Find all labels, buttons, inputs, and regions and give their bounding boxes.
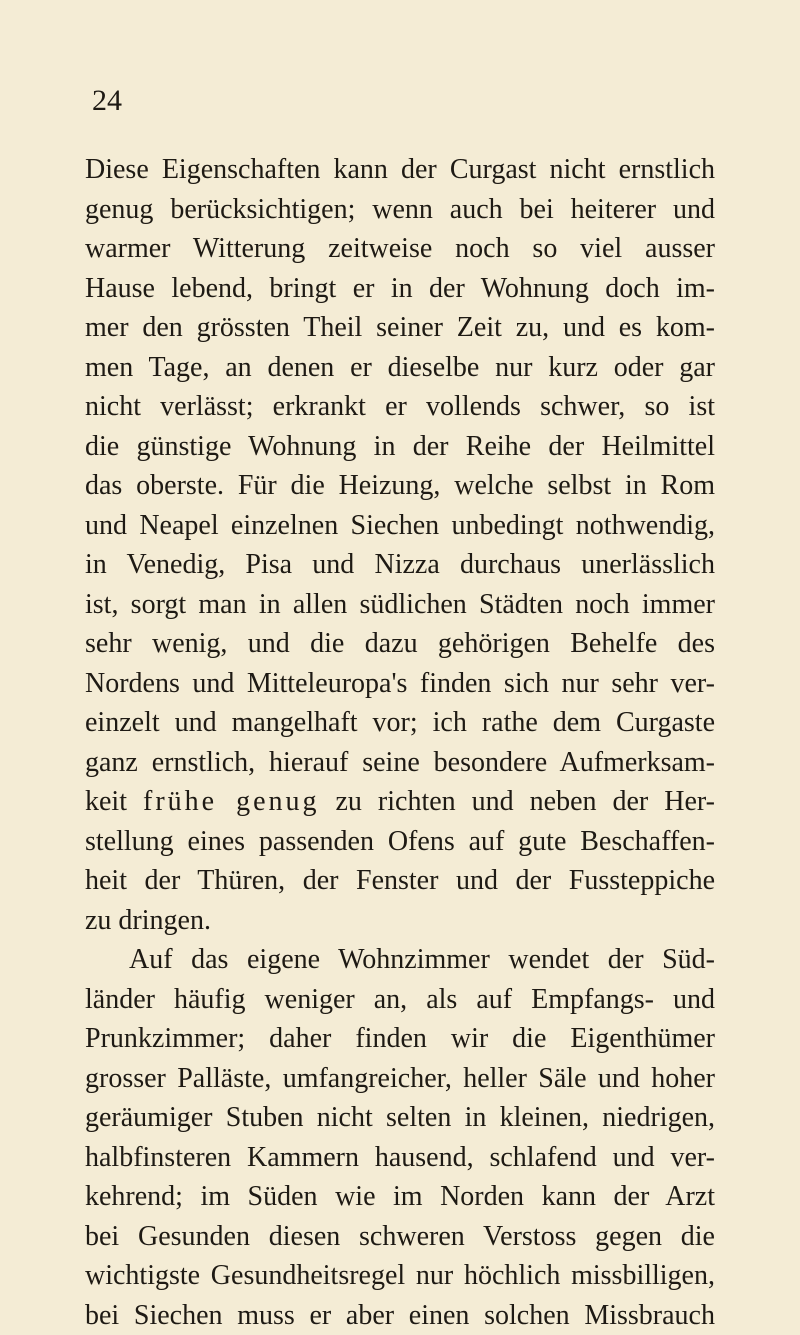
text-line: nicht verlässt; erkrankt er vollends schwer, so ist [85, 387, 715, 427]
text-line: sehr wenig, und die dazu gehörigen Behelfe des [85, 624, 715, 664]
text-line: zu dringen. [85, 901, 715, 941]
text-line: Prunkzimmer; daher finden wir die Eigenthümer [85, 1019, 715, 1059]
text-line: wichtigste Gesundheitsregel nur höchlich missbilligen, [85, 1256, 715, 1296]
text-line: geräumiger Stuben nicht selten in kleinen, niedrigen, [85, 1098, 715, 1138]
emphasis-after: zu richten und neben der Her- [336, 786, 716, 817]
text-line: und Neapel einzelnen Siechen unbedingt nothwendig, [85, 506, 715, 546]
text-line: mer den grössten Theil seiner Zeit zu, und es kom- [85, 308, 715, 348]
paragraph-2 [85, 940, 715, 1335]
text-line: warmer Witterung zeitweise noch so viel ausser [85, 229, 715, 269]
text-line: men Tage, an denen er dieselbe nur kurz oder gar [85, 348, 715, 388]
text-line: einzelt und mangelhaft vor; ich rathe dem Curgaste [85, 703, 715, 743]
paragraph-1 [85, 150, 715, 940]
text-line: länder häufig weniger an, als auf Empfangs- und [85, 980, 715, 1020]
text-line-emphasis [85, 782, 715, 822]
text-line: die günstige Wohnung in der Reihe der Heilmittel [85, 427, 715, 467]
text-line: Hause lebend, bringt er in der Wohnung doch im- [85, 269, 715, 309]
text-line: kehrend; im Süden wie im Norden kann der Arzt [85, 1177, 715, 1217]
text-line: genug berücksichtigen; wenn auch bei heiterer und [85, 190, 715, 230]
text-line: ganz ernstlich, hierauf seine besondere Aufmerksam- [85, 743, 715, 783]
text-line: bei Gesunden diesen schweren Verstoss gegen die [85, 1217, 715, 1257]
emphasis-spaced: frühe genug [143, 786, 320, 817]
text-line: in Venedig, Pisa und Nizza durchaus unerlässlich [85, 545, 715, 585]
text-line: halbfinsteren Kammern hausend, schlafend und ver- [85, 1138, 715, 1178]
text-line: Nordens und Mitteleuropa's finden sich nur sehr ver- [85, 664, 715, 704]
page-number: 24 [92, 86, 122, 116]
text-line: das oberste. Für die Heizung, welche selbst in Rom [85, 466, 715, 506]
emphasis-before: keit [85, 786, 127, 817]
text-line: bei Siechen muss er aber einen solchen Missbrauch [85, 1296, 715, 1335]
text-line: stellung eines passenden Ofens auf gute Beschaffen- [85, 822, 715, 862]
text-line: heit der Thüren, der Fenster und der Fussteppiche [85, 861, 715, 901]
text-line: Diese Eigenschaften kann der Curgast nicht ernstlich [85, 150, 715, 190]
text-line: ist, sorgt man in allen südlichen Städten noch immer [85, 585, 715, 625]
text-line: Auf das eigene Wohnzimmer wendet der Süd- [85, 940, 715, 980]
body-text [85, 150, 715, 1335]
text-line: grosser Palläste, umfangreicher, heller Säle und hoher [85, 1059, 715, 1099]
